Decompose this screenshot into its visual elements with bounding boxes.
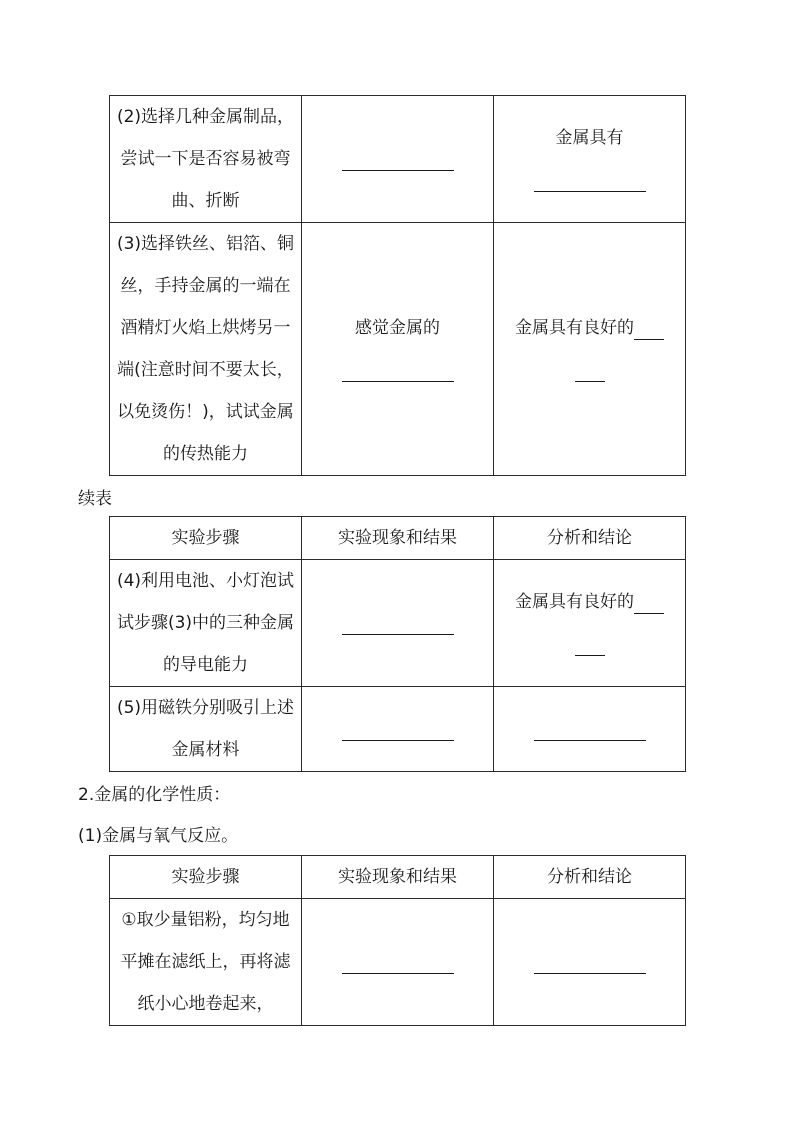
- phenomenon-cell: [302, 899, 494, 1026]
- experiment-table-part2: [109, 516, 686, 772]
- conclusion-cell: [494, 96, 686, 223]
- answer-blank[interactable]: [534, 169, 646, 192]
- subsection-heading: (1)金属与氧气反应。: [78, 826, 239, 846]
- conclusion-cell: [494, 687, 686, 772]
- header-cell-step: 实验步骤: [110, 517, 302, 560]
- answer-blank[interactable]: [342, 148, 454, 171]
- step-cell: [110, 96, 302, 223]
- phenomenon-cell: [302, 560, 494, 687]
- header-cell-conclusion: 分析和结论: [494, 517, 686, 560]
- step-text: (5)用磁铁分别吸引上述金属材料: [116, 698, 295, 760]
- continued-table-label: 续表: [78, 489, 112, 509]
- step-text: ①取少量铝粉，均匀地平摊在滤纸上，再将滤纸小心地卷起来，: [120, 910, 291, 1014]
- table-row: [110, 96, 686, 223]
- table-row: [110, 560, 686, 687]
- header-cell-phenomenon: 实验现象和结果: [302, 856, 494, 899]
- step-cell: [110, 560, 302, 687]
- answer-blank[interactable]: [342, 718, 454, 741]
- answer-blank[interactable]: [342, 612, 454, 635]
- phenomenon-text: 感觉金属的: [355, 318, 440, 338]
- phenomenon-cell: [302, 96, 494, 223]
- table-header-row: [110, 856, 686, 899]
- experiment-table-oxygen: [109, 855, 686, 1026]
- answer-blank-continued[interactable]: [575, 633, 605, 656]
- header-cell-step: 实验步骤: [110, 856, 302, 899]
- table-header-row: [110, 517, 686, 560]
- answer-blank[interactable]: [534, 718, 646, 741]
- table-row: [110, 899, 686, 1026]
- step-cell: [110, 899, 302, 1026]
- answer-blank[interactable]: [534, 951, 646, 974]
- header-cell-phenomenon: 实验现象和结果: [302, 517, 494, 560]
- conclusion-cell: [494, 899, 686, 1026]
- table-row: [110, 687, 686, 772]
- answer-blank-continued[interactable]: [575, 359, 605, 382]
- phenomenon-cell: [302, 223, 494, 476]
- step-text: (2)选择几种金属制品，尝试一下是否容易被弯曲、折断: [116, 107, 295, 211]
- conclusion-cell: [494, 560, 686, 687]
- step-cell: [110, 223, 302, 476]
- conclusion-text: 金属具有良好的: [515, 592, 634, 612]
- step-text: (4)利用电池、小灯泡试试步骤(3)中的三种金属的导电能力: [116, 571, 295, 675]
- step-text: (3)选择铁丝、铝箔、铜丝，手持金属的一端在酒精灯火焰上烘烤另一端(注意时间不要太长，以免烫伤！)，试试金属的传热能力: [116, 234, 295, 464]
- experiment-table-part1: [109, 95, 686, 476]
- conclusion-text: 金属具有: [555, 128, 624, 148]
- answer-blank[interactable]: [342, 359, 454, 382]
- answer-blank[interactable]: [342, 951, 454, 974]
- answer-blank[interactable]: [634, 591, 664, 614]
- conclusion-text: 金属具有良好的: [515, 318, 634, 338]
- conclusion-cell: [494, 223, 686, 476]
- table-row: [110, 223, 686, 476]
- step-cell: [110, 687, 302, 772]
- section-heading: 2.金属的化学性质：: [78, 785, 231, 805]
- phenomenon-cell: [302, 687, 494, 772]
- header-cell-conclusion: 分析和结论: [494, 856, 686, 899]
- answer-blank[interactable]: [634, 317, 664, 340]
